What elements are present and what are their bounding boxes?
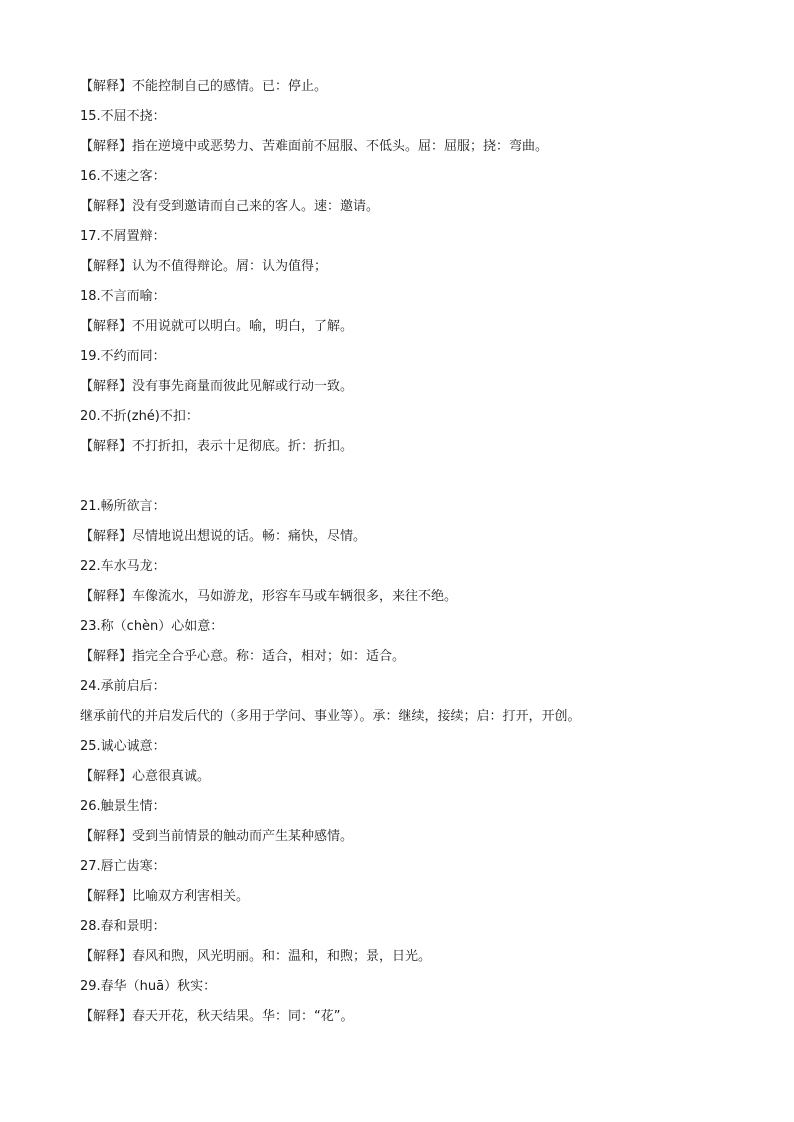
idiom-heading: 17.不屑置辩： <box>80 229 166 244</box>
idiom-heading: 22.车水马龙： <box>80 559 166 574</box>
idiom-heading: 25.诚心诚意： <box>80 739 166 754</box>
explanation-line: 【解释】春风和煦，风光明丽。和：温和，和煦；景，日光。 <box>80 949 432 964</box>
explanation-line: 【解释】车像流水，马如游龙，形容车马或车辆很多，来往不绝。 <box>80 589 458 604</box>
idiom-heading: 21.畅所欲言： <box>80 499 166 514</box>
idiom-heading: 29.春华（huā）秋实： <box>80 979 217 994</box>
explanation-line: 【解释】不用说就可以明白。喻，明白，了解。 <box>80 319 354 334</box>
explanation-line: 【解释】认为不值得辩论。屑：认为值得； <box>80 259 328 274</box>
explanation-line: 【解释】尽情地说出想说的话。畅：痛快，尽情。 <box>80 529 367 544</box>
explanation-line: 【解释】没有事先商量而彼此见解或行动一致。 <box>80 379 354 394</box>
idiom-heading: 23.称（chèn）心如意： <box>80 619 224 634</box>
idiom-heading: 28.春和景明： <box>80 919 166 934</box>
explanation-line: 【解释】没有受到邀请而自己来的客人。速：邀请。 <box>80 199 380 214</box>
explanation-line: 继承前代的并启发后代的（多用于学问、事业等）。承：继续，接续；启：打开，开创。 <box>80 709 581 724</box>
idiom-heading: 24.承前启后： <box>80 679 166 694</box>
idiom-heading: 18.不言而喻： <box>80 289 166 304</box>
explanation-line: 【解释】心意很真诚。 <box>80 769 211 784</box>
explanation-line: 【解释】不能控制自己的感情。已：停止。 <box>80 79 328 94</box>
document-page <box>80 72 760 1032</box>
explanation-line: 【解释】指完全合乎心意。称：适合，相对；如：适合。 <box>80 649 406 664</box>
blank-gap <box>80 462 760 492</box>
idiom-heading: 26.触景生情： <box>80 799 166 814</box>
idiom-heading: 16.不速之客： <box>80 169 166 184</box>
explanation-line: 【解释】不打折扣，表示十足彻底。折：折扣。 <box>80 439 354 454</box>
idiom-heading: 19.不约而同： <box>80 349 166 364</box>
idiom-heading: 20.不折(zhé)不扣： <box>80 409 199 424</box>
explanation-line: 【解释】受到当前情景的触动而产生某种感情。 <box>80 829 354 844</box>
explanation-line: 【解释】指在逆境中或恶势力、苦难面前不屈服、不低头。屈：屈服；挠：弯曲。 <box>80 139 549 154</box>
explanation-line: 【解释】春天开花，秋天结果。华：同：“花”。 <box>80 1009 354 1024</box>
explanation-line: 【解释】比喻双方利害相关。 <box>80 889 250 904</box>
idiom-heading: 27.唇亡齿寒： <box>80 859 166 874</box>
idiom-heading: 15.不屈不挠： <box>80 109 166 124</box>
